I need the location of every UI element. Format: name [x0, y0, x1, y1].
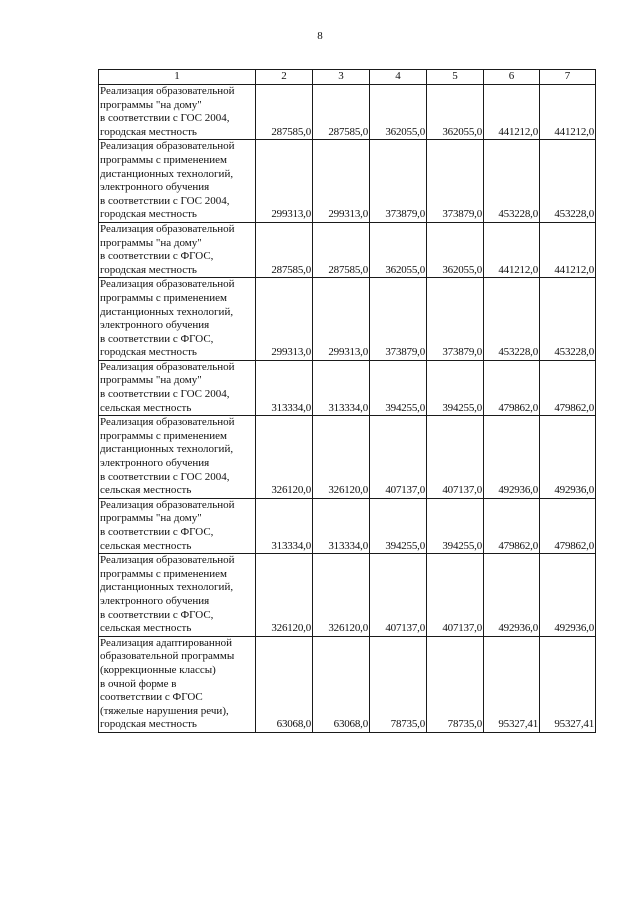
value-cell: 299313,0 [256, 278, 313, 361]
value-cell: 453228,0 [540, 140, 596, 223]
value-cell: 492936,0 [484, 416, 540, 499]
value-cell: 394255,0 [370, 498, 427, 553]
value-cell: 63068,0 [256, 636, 313, 732]
column-header: 5 [427, 70, 484, 85]
value-cell: 373879,0 [427, 140, 484, 223]
row-label: Реализация образовательной программы "на дому" в соответствии с ФГОС, сельская местность [99, 498, 256, 553]
value-cell: 394255,0 [427, 360, 484, 415]
value-cell: 78735,0 [427, 636, 484, 732]
page-number: 8 [317, 30, 323, 42]
value-cell: 373879,0 [370, 278, 427, 361]
column-header: 3 [313, 70, 370, 85]
value-cell: 362055,0 [427, 85, 484, 140]
value-cell: 441212,0 [540, 85, 596, 140]
value-cell: 313334,0 [256, 498, 313, 553]
header-row [99, 70, 596, 85]
value-cell: 313334,0 [256, 360, 313, 415]
value-cell: 492936,0 [540, 554, 596, 637]
value-cell: 95327,41 [484, 636, 540, 732]
value-cell: 479862,0 [540, 498, 596, 553]
value-cell: 326120,0 [256, 554, 313, 637]
column-header: 4 [370, 70, 427, 85]
value-cell: 394255,0 [370, 360, 427, 415]
table-row [99, 636, 596, 732]
table-row [99, 222, 596, 277]
value-cell: 373879,0 [370, 140, 427, 223]
column-header: 7 [540, 70, 596, 85]
value-cell: 479862,0 [540, 360, 596, 415]
table-row [99, 554, 596, 637]
value-cell: 362055,0 [427, 222, 484, 277]
value-cell: 479862,0 [484, 360, 540, 415]
value-cell: 326120,0 [313, 554, 370, 637]
value-cell: 287585,0 [313, 222, 370, 277]
value-cell: 326120,0 [256, 416, 313, 499]
tariff-table [98, 69, 596, 733]
value-cell: 373879,0 [427, 278, 484, 361]
row-label: Реализация образовательной программы "на дому" в соответствии с ГОС 2004, сельская местность [99, 360, 256, 415]
value-cell: 326120,0 [313, 416, 370, 499]
value-cell: 479862,0 [484, 498, 540, 553]
value-cell: 453228,0 [484, 278, 540, 361]
row-label: Реализация образовательной программы с применением дистанционных технологий, электронного обучения в соответствии с ФГОС, сельская местность [99, 554, 256, 637]
row-label: Реализация образовательной программы с применением дистанционных технологий, электронного обучения в соответствии с ФГОС, городская местность [99, 278, 256, 361]
table-row [99, 416, 596, 499]
value-cell: 95327,41 [540, 636, 596, 732]
table-row [99, 140, 596, 223]
value-cell: 407137,0 [370, 416, 427, 499]
value-cell: 407137,0 [370, 554, 427, 637]
row-label: Реализация образовательной программы с применением дистанционных технологий, электронного обучения в соответствии с ГОС 2004, городская местность [99, 140, 256, 223]
value-cell: 492936,0 [540, 416, 596, 499]
value-cell: 287585,0 [313, 85, 370, 140]
value-cell: 441212,0 [484, 222, 540, 277]
value-cell: 313334,0 [313, 360, 370, 415]
value-cell: 63068,0 [313, 636, 370, 732]
value-cell: 407137,0 [427, 554, 484, 637]
row-label: Реализация образовательной программы с применением дистанционных технологий, электронного обучения в соответствии с ГОС 2004, сельская местность [99, 416, 256, 499]
value-cell: 441212,0 [484, 85, 540, 140]
value-cell: 453228,0 [540, 278, 596, 361]
value-cell: 362055,0 [370, 222, 427, 277]
value-cell: 313334,0 [313, 498, 370, 553]
value-cell: 492936,0 [484, 554, 540, 637]
value-cell: 299313,0 [313, 278, 370, 361]
value-cell: 299313,0 [256, 140, 313, 223]
table-row [99, 498, 596, 553]
row-label: Реализация образовательной программы "на дому" в соответствии с ГОС 2004, городская местность [99, 85, 256, 140]
column-header: 6 [484, 70, 540, 85]
column-header: 1 [99, 70, 256, 85]
value-cell: 299313,0 [313, 140, 370, 223]
table-row [99, 278, 596, 361]
value-cell: 362055,0 [370, 85, 427, 140]
row-label: Реализация адаптированной образовательной программы (коррекционные классы) в очной форме в соответствии с ФГОС (тяжелые нарушения речи), городская местность [99, 636, 256, 732]
value-cell: 407137,0 [427, 416, 484, 499]
value-cell: 453228,0 [484, 140, 540, 223]
table-row [99, 360, 596, 415]
value-cell: 287585,0 [256, 85, 313, 140]
value-cell: 287585,0 [256, 222, 313, 277]
table-row [99, 85, 596, 140]
value-cell: 78735,0 [370, 636, 427, 732]
value-cell: 394255,0 [427, 498, 484, 553]
column-header: 2 [256, 70, 313, 85]
value-cell: 441212,0 [540, 222, 596, 277]
row-label: Реализация образовательной программы "на дому" в соответствии с ФГОС, городская местность [99, 222, 256, 277]
